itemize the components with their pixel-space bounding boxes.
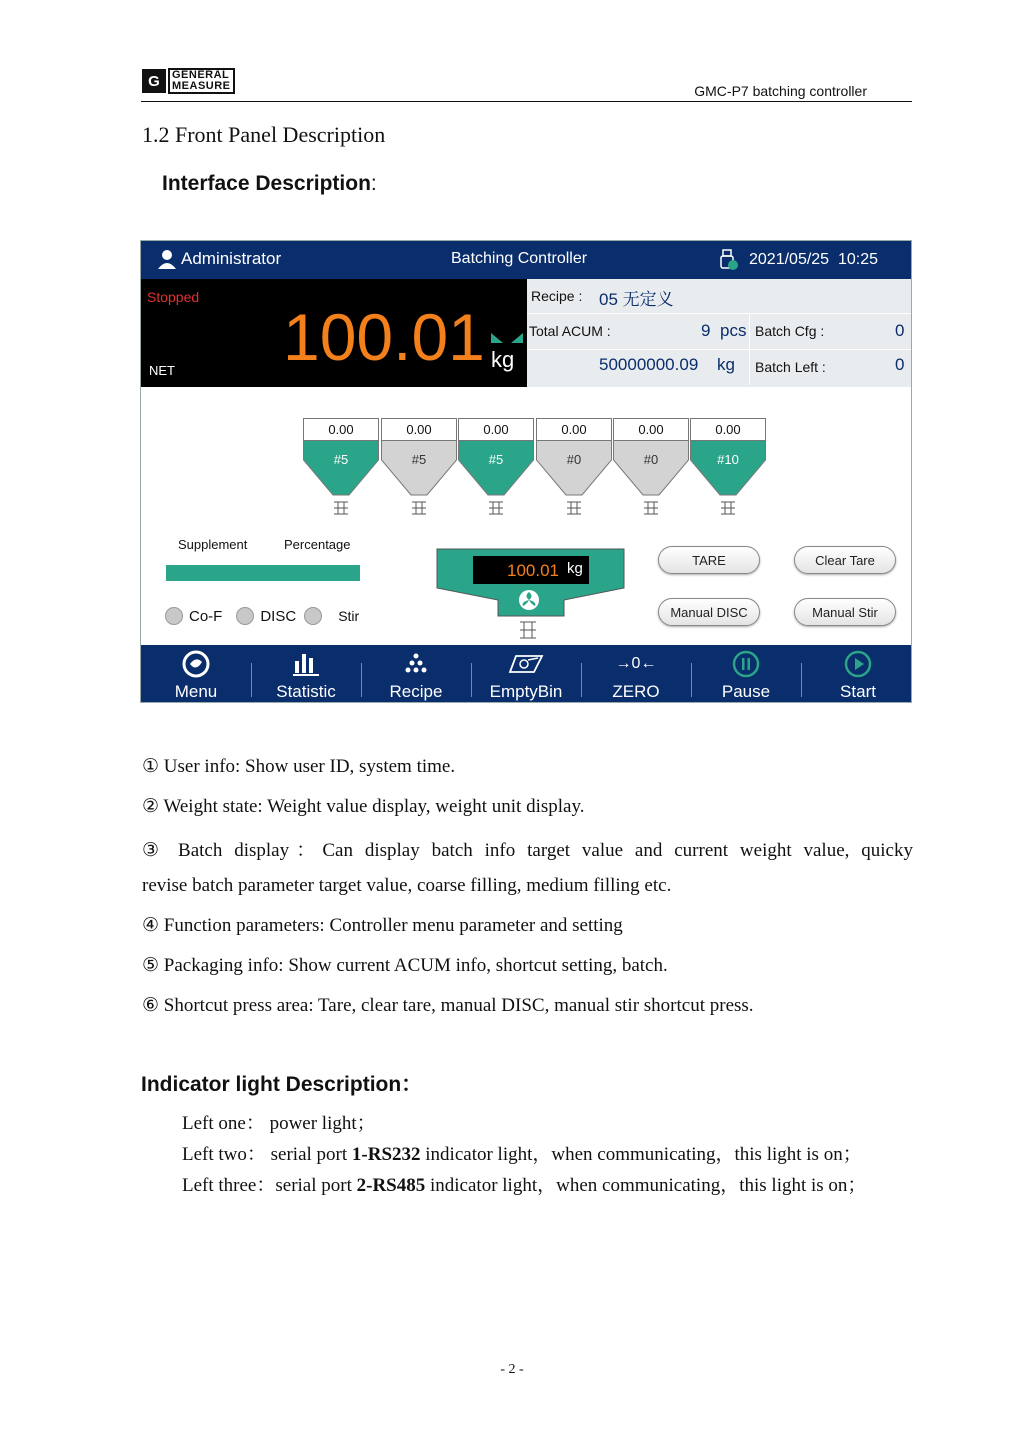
indicator-text: Left two： serial port [182,1144,352,1165]
nav-label: Start [840,682,876,701]
description-line: ② Weight state: Weight value display, weight unit display. [142,796,585,817]
top-status-bar [141,241,912,279]
system-time [719,249,878,271]
hopper-value: 0.00 [613,418,689,440]
indicator-port: 2-RS485 [356,1175,426,1196]
description-line: ③ Batch display：Can display batch info target value and current weight value, quicky [142,840,913,861]
stable-indicator-icon [489,331,525,345]
hopper-icon [458,440,534,518]
hopper-value: 0.00 [381,418,457,440]
indicator-line [182,1108,376,1135]
user-info[interactable] [157,249,281,269]
packaging-info [527,279,912,387]
nav-label: Recipe [389,682,443,701]
supplement-progress-bar [166,565,360,581]
scale-readout [473,556,589,584]
controller-screen [140,240,912,703]
indicator-line [182,1170,866,1197]
description-line: ① User info: Show user ID, system time. [142,756,456,777]
batch-left-value: 0 [895,355,905,374]
acum-row [527,313,912,350]
hopper[interactable] [613,418,689,523]
interface-heading-text: Interface Description [162,172,371,195]
batch-left-label: Batch Left : [755,359,826,375]
screen-title: Batching Controller [451,250,588,267]
hopper-icon [690,440,766,518]
indicator-text: indicator light，when communicating，this light is on； [420,1144,862,1165]
indicator-text: indicator light，when communicating，this light is on； [425,1175,867,1196]
datetime-text: 2021/05/25 10:25 [749,251,879,268]
menu-icon [182,650,210,678]
section-title: 1.2 Front Panel Description [142,122,386,147]
start-icon [844,650,872,678]
user-icon [157,249,177,269]
nav-label: Pause [721,682,771,701]
zero-icon: →0← [615,655,657,672]
total-weight-unit: kg [717,355,735,374]
manual-disc-button[interactable]: Manual DISC [658,598,760,626]
indicator-heading: Indicator light Description： [141,1073,423,1096]
supplement-label: Supplement [178,537,248,552]
company-logo [142,68,236,94]
nav-label: EmptyBin [489,682,563,701]
description-line: ⑤ Packaging info: Show current ACUM info, shortcut setting, batch. [142,955,668,976]
hopper[interactable] [690,418,766,523]
recipe-value: 05 无定义 [599,290,674,309]
page-number: - 2 - [500,1362,524,1377]
hopper-icon [303,440,379,518]
indicator-text: Left one： power light； [182,1113,376,1134]
hopper-value: 0.00 [303,418,379,440]
nav-pause[interactable] [691,645,801,703]
hopper-value: 0.00 [536,418,612,440]
usb-drive-icon [719,249,739,271]
status-lamps [165,607,359,625]
description-line: ⑥ Shortcut press area: Tare, clear tare, manual DISC, manual stir shortcut press. [142,995,754,1016]
user-name: Administrator [181,249,282,268]
clear-tare-button[interactable]: Clear Tare [794,546,896,574]
bar-chart-icon [292,651,320,677]
hopper[interactable] [381,418,457,523]
header-divider [141,101,912,102]
interface-heading-colon: : [370,172,377,195]
total-weight: 50000000.09 [599,355,699,374]
hopper[interactable] [303,418,379,523]
hopper-value: 0.00 [690,418,766,440]
logo-line1: GENERAL [172,69,230,81]
hopper-label: #5 [411,452,427,467]
hopper-label: #10 [717,452,739,467]
hopper[interactable] [536,418,612,523]
hopper-icon [381,440,457,518]
nav-emptybin[interactable] [471,645,581,703]
disc-label: DISC [260,607,297,625]
weight-display [141,279,527,387]
percentage-label: Percentage [284,537,351,552]
stir-label: Stir [338,608,360,624]
logo-line2: MEASURE [172,80,231,92]
description-line: ④ Function parameters: Controller menu parameter and setting [142,915,623,936]
co-f-lamp-icon [165,607,183,625]
recipe-dots-icon [402,652,430,676]
batch-cfg-value[interactable]: 0 [895,321,905,340]
nav-label: ZERO [612,682,660,701]
hopper-label: #5 [333,452,349,467]
hopper-value: 0.00 [458,418,534,440]
nav-statistic[interactable] [251,645,361,703]
nav-menu[interactable] [141,645,251,703]
total-acum-label: Total ACUM : [529,323,611,339]
logo-mark-icon: G [142,69,166,93]
nav-label: Menu [174,682,218,701]
hopper[interactable] [458,418,534,523]
indicator-line [182,1139,862,1166]
doc-header-title: GMC-P7 batching controller [694,83,867,99]
interface-heading [162,172,377,196]
stir-lamp-icon [304,607,322,625]
nav-zero[interactable] [581,645,691,703]
recipe-label: Recipe : [531,288,583,304]
weight-unit: kg [491,347,515,372]
nav-start[interactable] [803,645,912,703]
batch-cfg-label: Batch Cfg : [755,323,825,339]
hopper-label: #5 [488,452,504,467]
recipe-row[interactable] [527,279,912,314]
pause-icon [732,650,760,678]
total-count-unit: pcs [720,321,747,340]
manual-stir-button[interactable]: Manual Stir [794,598,896,626]
indicator-port: 1-RS232 [351,1144,421,1165]
hopper-label: #0 [643,452,659,467]
tare-button[interactable]: TARE [658,546,760,574]
weight-mode: NET [149,363,175,378]
hopper-label: #0 [566,452,582,467]
function-bar [141,645,912,703]
weight-value: 100.01 [283,300,485,374]
scale-value: 100.01 [507,561,559,580]
hopper-icon [536,440,612,518]
weight-state: Stopped [147,289,200,305]
scale-unit: kg [567,560,583,577]
nav-recipe[interactable] [361,645,471,703]
description-line: revise batch parameter target value, coarse filling, medium filling etc. [142,875,672,896]
hopper-icon [613,440,689,518]
disc-lamp-icon [236,607,254,625]
co-f-label: Co-F [189,607,223,625]
empty-bin-icon [506,652,546,676]
total-count: 9 [701,321,711,340]
indicator-text: Left three：serial port [182,1175,357,1196]
nav-label: Statistic [276,682,336,701]
logo-text [168,68,235,94]
acum-weight-row [527,349,912,387]
